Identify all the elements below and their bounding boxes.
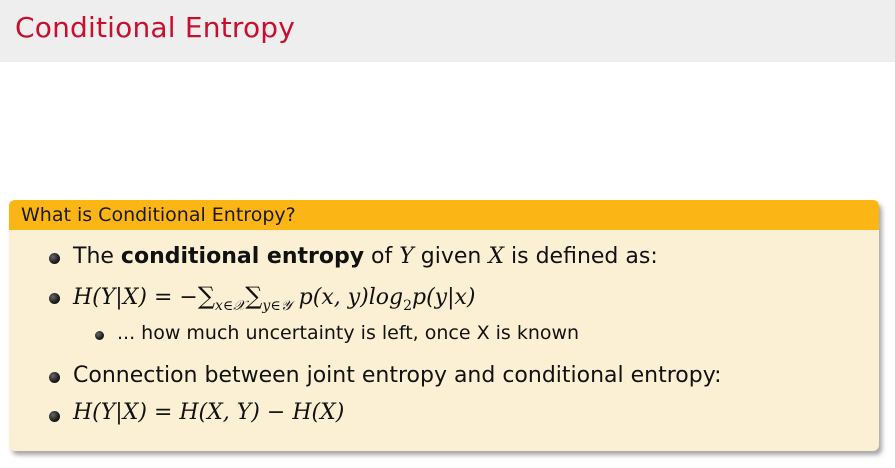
summation-subscript: y∈𝒴 (262, 298, 292, 314)
title-bar (0, 0, 895, 62)
text-segment: The (73, 244, 121, 269)
formula-equals: = − (146, 285, 198, 310)
sub-item-text: ... how much uncertainty is left, once X is known (117, 322, 580, 344)
definition-block (9, 200, 879, 451)
block-title: What is Conditional Entropy? (21, 204, 296, 226)
sub-bullet-icon (95, 331, 104, 340)
connection-line: Connection between joint entropy and conditional entropy: (73, 363, 722, 388)
formula-lhs: H(Y|X) (73, 285, 147, 310)
bullet-icon (49, 372, 60, 383)
connection-formula: H(Y|X) = H(X, Y) − H(X) (73, 400, 345, 425)
entropy-formula (73, 284, 476, 313)
formula-rhs: p(x, y)log (298, 285, 404, 310)
block-header (9, 200, 879, 230)
math-variable: Y (399, 244, 414, 269)
summation-symbol: ∑ (197, 282, 215, 310)
log-base: 2 (403, 298, 413, 314)
bullet-icon (49, 293, 60, 304)
slide-title: Conditional Entropy (15, 11, 296, 44)
math-variable: X (488, 244, 505, 269)
formula-rhs: p(y|x) (412, 285, 476, 310)
text-segment: is defined as: (504, 244, 658, 269)
summation-symbol: ∑ (245, 282, 263, 310)
summation-subscript: x∈𝒳 (214, 298, 246, 314)
text-segment: given (413, 244, 489, 269)
text-segment: of (364, 244, 400, 269)
bullet-icon (49, 253, 60, 264)
bullet-icon (49, 411, 60, 422)
definition-line (73, 246, 658, 268)
bold-term: conditional entropy (120, 244, 365, 269)
